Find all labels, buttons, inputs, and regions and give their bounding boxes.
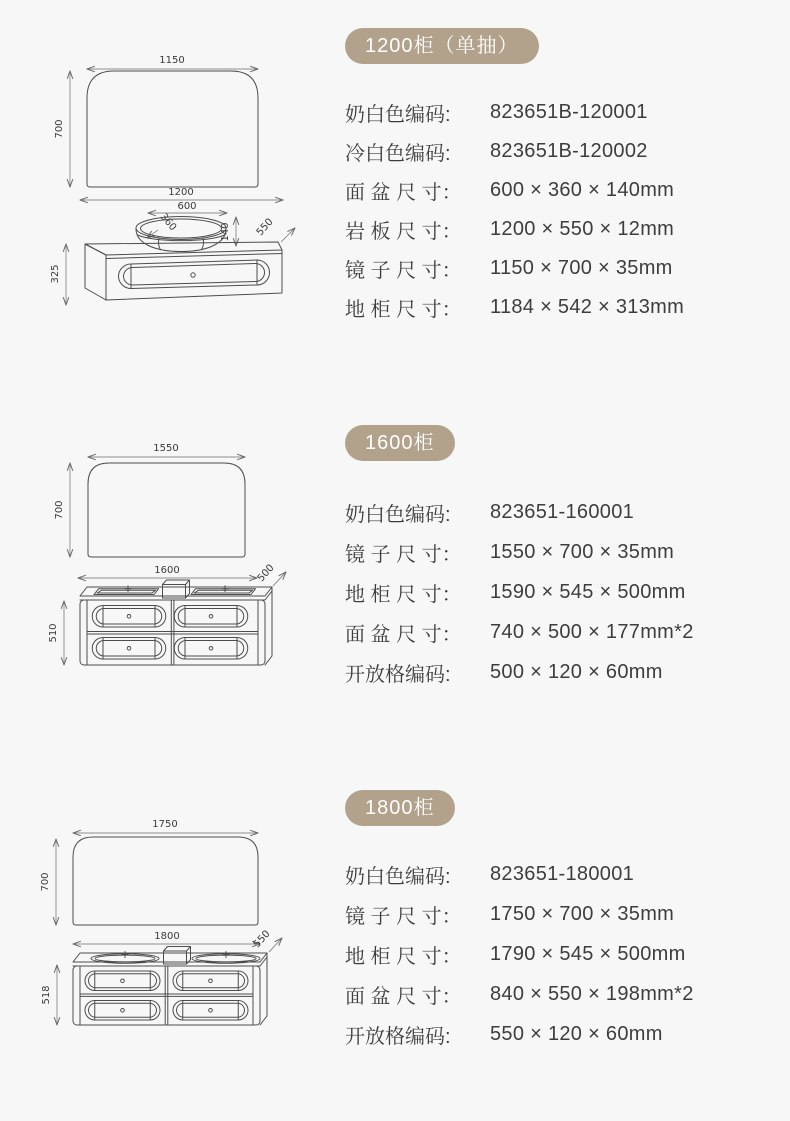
cabinet-width-dim: 1600: [154, 565, 180, 576]
spec-value: 1750 × 700 × 35mm: [490, 902, 675, 925]
spec-row: [345, 492, 770, 532]
technical-drawing-1200: [30, 38, 330, 338]
cabinet-height-dim: 518: [41, 985, 52, 1005]
spec-label: 镜 子 尺 寸：: [345, 543, 462, 566]
spec-row: [345, 171, 770, 210]
cabinet-outline: [80, 587, 272, 665]
spec-value: 500 × 120 × 60mm: [490, 660, 663, 683]
spec-label: 岩 板 尺 寸：: [345, 221, 462, 243]
spec-row: [345, 612, 770, 652]
mirror-outline: [88, 463, 245, 557]
basin-width-dim: 600: [177, 201, 197, 212]
mirror-height-dim: 700: [54, 119, 65, 139]
spec-label: 开放格编码:: [345, 1025, 451, 1048]
spec-row: [345, 854, 770, 894]
section-1600-spec-list: [345, 492, 770, 692]
section-1600: [345, 425, 770, 692]
spec-label: 地 柜 尺 寸：: [345, 945, 462, 968]
spec-row: [345, 652, 770, 692]
mirror-width-dim: 1750: [152, 819, 178, 830]
spec-row: [345, 249, 770, 288]
drawer-knob: [191, 273, 195, 277]
mirror-width-dim: 1550: [153, 443, 179, 454]
spec-label: 面 盆 尺 寸：: [345, 182, 462, 204]
drawer-knob: [121, 1009, 125, 1013]
basin-outline: [136, 217, 226, 252]
spec-label: 冷白色编码:: [345, 143, 451, 165]
spec-row: [345, 132, 770, 171]
cabinet-width-dim: 1800: [154, 931, 180, 942]
section-1800: [345, 790, 770, 1054]
drawer-knob: [209, 979, 213, 983]
drawer-knob: [209, 615, 213, 619]
technical-drawing-1600: [40, 422, 330, 702]
counter-depth-dim: 500: [255, 562, 277, 585]
spec-label: 镜 子 尺 寸：: [345, 905, 462, 928]
spec-value: 1790 × 545 × 500mm: [490, 942, 686, 965]
spec-value: 1184 × 542 × 313mm: [490, 296, 685, 318]
spec-row: [345, 288, 770, 327]
spec-value: 823651-180001: [490, 862, 635, 885]
basin-depth-dim: 360: [157, 211, 179, 234]
spec-row: [345, 532, 770, 572]
spec-row: [345, 974, 770, 1014]
spec-value: 1200 × 550 × 12mm: [490, 218, 675, 240]
dimension-labels: [50, 55, 276, 284]
spec-label: 奶白色编码:: [345, 503, 451, 526]
mirror-outline: [73, 837, 258, 925]
spec-label: 奶白色编码:: [345, 104, 451, 126]
spec-value: 823651B-120002: [490, 140, 648, 162]
mirror-width-dim: 1150: [159, 55, 185, 66]
cabinet-height-dim: 510: [48, 623, 59, 643]
counter-depth-dim: 550: [254, 216, 276, 239]
counter-depth-dim: 550: [251, 928, 273, 951]
mirror-outline: [87, 71, 258, 187]
faucet-cross: [122, 952, 128, 958]
spec-row: [345, 93, 770, 132]
spec-row: [345, 210, 770, 249]
cabinet-height-dim: 325: [50, 264, 61, 284]
spec-value: 1550 × 700 × 35mm: [490, 540, 675, 563]
section-1600-badge: 1600柜: [345, 425, 455, 461]
spec-row: [345, 1014, 770, 1054]
spec-value: 840 × 550 × 198mm*2: [490, 982, 694, 1005]
cabinet-outline: [85, 242, 282, 300]
spec-label: 地 柜 尺 寸：: [345, 299, 462, 321]
spec-row: [345, 572, 770, 612]
spec-value: 823651-160001: [490, 500, 635, 523]
spec-value: 823651B-120001: [490, 101, 648, 123]
spec-row: [345, 934, 770, 974]
spec-label: 奶白色编码:: [345, 865, 451, 888]
section-1200: [345, 28, 770, 327]
technical-drawing-1800: [30, 790, 330, 1070]
spec-value: 1590 × 545 × 500mm: [490, 580, 686, 603]
mirror-height-dim: 700: [40, 872, 51, 892]
cabinet-width-dim: 1200: [168, 187, 194, 198]
spec-label: 开放格编码:: [345, 663, 451, 686]
basin-height-dim: 140: [220, 222, 231, 242]
spec-label: 面 盆 尺 寸：: [345, 623, 462, 646]
section-1200-spec-list: [345, 93, 770, 327]
spec-label: 地 柜 尺 寸：: [345, 583, 462, 606]
drawer-knob: [121, 979, 125, 983]
spec-label: 镜 子 尺 寸：: [345, 260, 462, 282]
spec-label: 面 盆 尺 寸：: [345, 985, 462, 1008]
section-1800-spec-list: [345, 854, 770, 1054]
section-1800-badge: 1800柜: [345, 790, 455, 826]
spec-value: 1150 × 700 × 35mm: [490, 257, 673, 279]
faucet-cross: [223, 952, 229, 958]
countertop-outline: [80, 580, 272, 600]
section-1200-badge: 1200柜（单抽）: [345, 28, 539, 64]
mirror-height-dim: 700: [54, 500, 65, 520]
drawer-knob: [127, 647, 131, 651]
drawer-knob: [127, 615, 131, 619]
spec-row: [345, 894, 770, 934]
spec-value: 740 × 500 × 177mm*2: [490, 620, 694, 643]
countertop-outline: [73, 947, 267, 967]
drawer-knob: [209, 647, 213, 651]
spec-value: 550 × 120 × 60mm: [490, 1022, 663, 1045]
spec-value: 600 × 360 × 140mm: [490, 179, 675, 201]
drawer-knob: [209, 1009, 213, 1013]
